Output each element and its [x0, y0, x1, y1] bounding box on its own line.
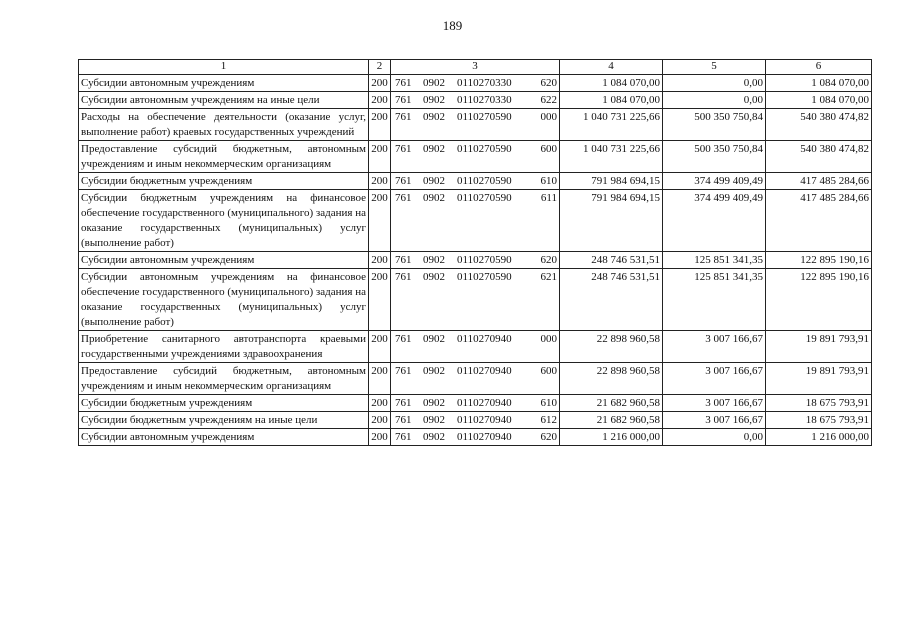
amount-col4: 791 984 694,15 [560, 173, 663, 190]
amount-col5: 374 499 409,49 [663, 173, 766, 190]
amount-col4: 22 898 960,58 [560, 331, 663, 363]
amount-col4: 22 898 960,58 [560, 363, 663, 395]
column-header: 4 [560, 60, 663, 75]
section-code: 0902 [423, 94, 445, 106]
amount-col5: 3 007 166,67 [663, 331, 766, 363]
expense-type-code: 000 [540, 333, 557, 345]
column-header: 1 [79, 60, 369, 75]
expense-type-code: 620 [540, 431, 557, 443]
article-code: 0110270590 [457, 192, 512, 204]
expense-name: Субсидии бюджетным учреждениям на финансовое обеспечение государственного (муниципального) задания на оказание государственных (муниципальных) услуг (выполнение работ) [79, 190, 369, 252]
budget-classification [391, 92, 560, 109]
table-row [79, 141, 872, 173]
expense-type-code: 600 [540, 365, 557, 377]
section-code: 0902 [423, 175, 445, 187]
section-code: 0902 [423, 77, 445, 89]
expense-type-code: 622 [540, 94, 557, 106]
row-code: 200 [369, 412, 391, 429]
row-code: 200 [369, 395, 391, 412]
article-code: 0110270590 [457, 143, 512, 155]
article-code: 0110270940 [457, 397, 512, 409]
budget-classification [391, 252, 560, 269]
article-code: 0110270590 [457, 111, 512, 123]
article-code: 0110270940 [457, 431, 512, 443]
budget-table [78, 59, 872, 446]
expense-name: Субсидии автономным учреждениям [79, 75, 369, 92]
amount-col4: 248 746 531,51 [560, 269, 663, 331]
table-row [79, 412, 872, 429]
amount-col5: 3 007 166,67 [663, 363, 766, 395]
table-row [79, 92, 872, 109]
dept-code: 761 [395, 143, 412, 155]
article-code: 0110270940 [457, 365, 512, 377]
expense-type-code: 612 [540, 414, 557, 426]
amount-col5: 0,00 [663, 75, 766, 92]
budget-classification [391, 363, 560, 395]
expense-type-code: 620 [540, 254, 557, 266]
amount-col4: 1 040 731 225,66 [560, 109, 663, 141]
dept-code: 761 [395, 111, 412, 123]
amount-col6: 18 675 793,91 [766, 395, 872, 412]
expense-type-code: 621 [540, 271, 557, 283]
section-code: 0902 [423, 143, 445, 155]
amount-col5: 0,00 [663, 92, 766, 109]
amount-col6: 1 084 070,00 [766, 92, 872, 109]
amount-col4: 21 682 960,58 [560, 395, 663, 412]
table-row [79, 363, 872, 395]
amount-col5: 500 350 750,84 [663, 109, 766, 141]
budget-classification [391, 109, 560, 141]
amount-col6: 18 675 793,91 [766, 412, 872, 429]
amount-col6: 1 216 000,00 [766, 429, 872, 446]
expense-name: Приобретение санитарного автотранспорта краевыми государственными учреждениями здравоохранения [79, 331, 369, 363]
budget-classification [391, 412, 560, 429]
row-code: 200 [369, 173, 391, 190]
section-code: 0902 [423, 365, 445, 377]
expense-name: Субсидии бюджетным учреждениям [79, 173, 369, 190]
amount-col5: 125 851 341,35 [663, 269, 766, 331]
expense-type-code: 620 [540, 77, 557, 89]
budget-classification [391, 75, 560, 92]
expense-type-code: 611 [540, 192, 557, 204]
column-header: 2 [369, 60, 391, 75]
expense-type-code: 610 [540, 175, 557, 187]
table-row [79, 429, 872, 446]
row-code: 200 [369, 269, 391, 331]
budget-classification [391, 173, 560, 190]
section-code: 0902 [423, 397, 445, 409]
budget-classification [391, 331, 560, 363]
row-code: 200 [369, 75, 391, 92]
amount-col4: 791 984 694,15 [560, 190, 663, 252]
table-row [79, 252, 872, 269]
expense-type-code: 610 [540, 397, 557, 409]
amount-col5: 3 007 166,67 [663, 412, 766, 429]
table-row [79, 173, 872, 190]
amount-col5: 0,00 [663, 429, 766, 446]
expense-name: Субсидии автономным учреждениям [79, 252, 369, 269]
amount-col6: 122 895 190,16 [766, 252, 872, 269]
amount-col6: 1 084 070,00 [766, 75, 872, 92]
amount-col6: 122 895 190,16 [766, 269, 872, 331]
section-code: 0902 [423, 254, 445, 266]
article-code: 0110270590 [457, 175, 512, 187]
amount-col5: 125 851 341,35 [663, 252, 766, 269]
column-header: 6 [766, 60, 872, 75]
amount-col6: 19 891 793,91 [766, 331, 872, 363]
amount-col6: 540 380 474,82 [766, 109, 872, 141]
column-header: 3 [391, 60, 560, 75]
table-row [79, 331, 872, 363]
expense-name: Субсидии бюджетным учреждениям на иные цели [79, 412, 369, 429]
row-code: 200 [369, 252, 391, 269]
amount-col6: 417 485 284,66 [766, 190, 872, 252]
table-row [79, 395, 872, 412]
article-code: 0110270330 [457, 94, 512, 106]
amount-col6: 417 485 284,66 [766, 173, 872, 190]
amount-col4: 1 216 000,00 [560, 429, 663, 446]
budget-classification [391, 429, 560, 446]
dept-code: 761 [395, 175, 412, 187]
amount-col4: 1 084 070,00 [560, 75, 663, 92]
page-number: 189 [442, 18, 463, 33]
row-code: 200 [369, 190, 391, 252]
dept-code: 761 [395, 397, 412, 409]
row-code: 200 [369, 92, 391, 109]
amount-col5: 374 499 409,49 [663, 190, 766, 252]
amount-col5: 500 350 750,84 [663, 141, 766, 173]
expense-type-code: 000 [540, 111, 557, 123]
dept-code: 761 [395, 431, 412, 443]
section-code: 0902 [423, 111, 445, 123]
section-code: 0902 [423, 414, 445, 426]
budget-classification [391, 395, 560, 412]
expense-name: Субсидии автономным учреждениям на финансовое обеспечение государственного (муниципального) задания на оказание государственных (муниципальных) услуг (выполнение работ) [79, 269, 369, 331]
amount-col4: 1 084 070,00 [560, 92, 663, 109]
row-code: 200 [369, 429, 391, 446]
dept-code: 761 [395, 192, 412, 204]
section-code: 0902 [423, 271, 445, 283]
expense-name: Субсидии автономным учреждениям [79, 429, 369, 446]
header-row [79, 60, 872, 75]
budget-classification [391, 190, 560, 252]
section-code: 0902 [423, 333, 445, 345]
amount-col4: 248 746 531,51 [560, 252, 663, 269]
expense-name: Субсидии бюджетным учреждениям [79, 395, 369, 412]
dept-code: 761 [395, 333, 412, 345]
amount-col6: 19 891 793,91 [766, 363, 872, 395]
article-code: 0110270940 [457, 414, 512, 426]
row-code: 200 [369, 331, 391, 363]
row-code: 200 [369, 109, 391, 141]
section-code: 0902 [423, 192, 445, 204]
column-header: 5 [663, 60, 766, 75]
dept-code: 761 [395, 365, 412, 377]
table-row [79, 75, 872, 92]
article-code: 0110270940 [457, 333, 512, 345]
row-code: 200 [369, 141, 391, 173]
table-row [79, 190, 872, 252]
dept-code: 761 [395, 271, 412, 283]
table-row [79, 269, 872, 331]
budget-classification [391, 269, 560, 331]
section-code: 0902 [423, 431, 445, 443]
amount-col4: 1 040 731 225,66 [560, 141, 663, 173]
expense-type-code: 600 [540, 143, 557, 155]
dept-code: 761 [395, 254, 412, 266]
expense-name: Субсидии автономным учреждениям на иные цели [79, 92, 369, 109]
expense-name: Предоставление субсидий бюджетным, автономным учреждениям и иным некоммерческим организациям [79, 141, 369, 173]
dept-code: 761 [395, 94, 412, 106]
amount-col6: 540 380 474,82 [766, 141, 872, 173]
table-row [79, 109, 872, 141]
amount-col5: 3 007 166,67 [663, 395, 766, 412]
dept-code: 761 [395, 77, 412, 89]
row-code: 200 [369, 363, 391, 395]
expense-name: Предоставление субсидий бюджетным, автономным учреждениям и иным некоммерческим организациям [79, 363, 369, 395]
article-code: 0110270590 [457, 271, 512, 283]
article-code: 0110270590 [457, 254, 512, 266]
amount-col4: 21 682 960,58 [560, 412, 663, 429]
budget-classification [391, 141, 560, 173]
article-code: 0110270330 [457, 77, 512, 89]
expense-name: Расходы на обеспечение деятельности (оказание услуг, выполнение работ) краевых государственных учреждений [79, 109, 369, 141]
dept-code: 761 [395, 414, 412, 426]
